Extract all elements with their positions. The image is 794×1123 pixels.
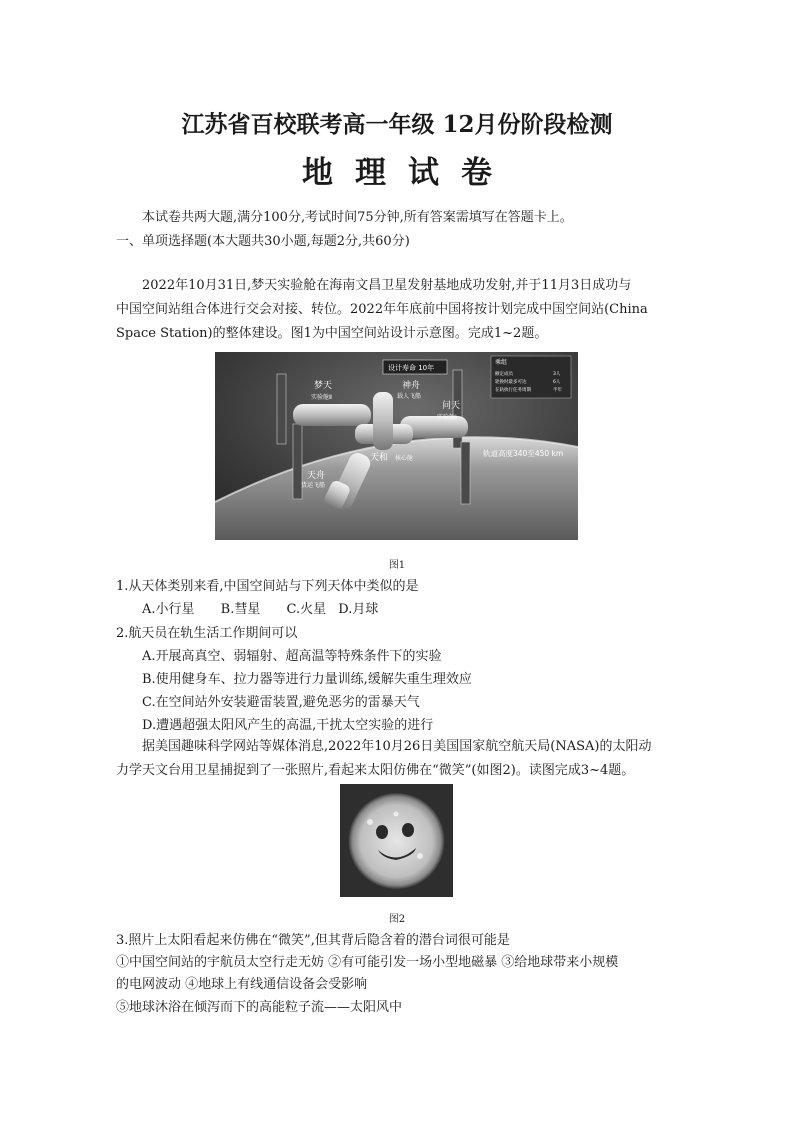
shenzhou-ship bbox=[373, 392, 393, 450]
label-mengtian-sub: 实验舱Ⅱ bbox=[311, 394, 332, 401]
smiling-sun-figure bbox=[340, 784, 453, 897]
q1-option-b: B.彗星 bbox=[220, 602, 261, 617]
label-tianhe: 天和 bbox=[370, 453, 389, 463]
passage2-line1: 据美国趣味科学网站等媒体消息,2022年10月26日美国国家航空航天局(NASA)的太阳动 bbox=[142, 739, 652, 754]
passage1-line2: 中国空间站组合体进行交会对接、转位。2022年年底前中国将按计划完成中国空间站(China bbox=[116, 302, 648, 317]
q3-stem: 3.照片上太阳看起来仿佛在“微笑”,但其背后隐含着的潜台词很可能是 bbox=[116, 933, 510, 948]
sun-disk bbox=[349, 793, 445, 889]
crew-title: 乘组 bbox=[495, 359, 508, 366]
coronal-hole-right bbox=[402, 823, 414, 837]
crew-row3-label: 在轨执行任务周期 bbox=[495, 388, 531, 393]
q1-option-a: A.小行星 bbox=[142, 602, 195, 617]
q2-option-a: A.开展高真空、弱辐射、超高温等特殊条件下的实验 bbox=[142, 649, 442, 664]
q2-option-b: B.使用健身车、拉力器等进行力量训练,缓解失重生理效应 bbox=[142, 672, 472, 687]
q1-options bbox=[142, 598, 400, 617]
coronal-hole-left bbox=[376, 825, 388, 839]
crew-row1-label: 额定成员 bbox=[495, 372, 513, 377]
label-mengtian: 梦天 bbox=[314, 381, 333, 391]
crew-row2-value: 6人 bbox=[553, 380, 561, 385]
label-shenzhou: 神舟 bbox=[402, 381, 421, 391]
label-wentian-sub: 实验舱Ⅰ bbox=[437, 414, 457, 421]
figure1-caption: 图1 bbox=[388, 560, 406, 571]
crew-row3-value: 半年 bbox=[553, 388, 562, 393]
intro-line: 本试卷共两大题,满分100分,考试时间75分钟,所有答案需填写在答题卡上。 bbox=[142, 210, 573, 225]
crew-row1-value: 3人 bbox=[553, 372, 561, 377]
q3-line2: 的电网波动 ④地球上有线通信设备会受影响 bbox=[116, 977, 368, 992]
subject-title: 地理试卷 bbox=[302, 155, 514, 191]
figure2-caption: 图2 bbox=[388, 914, 406, 925]
label-wentian: 问天 bbox=[442, 401, 461, 411]
label-tianhe-sub: 核心舱 bbox=[395, 455, 414, 462]
mengtian-module bbox=[293, 404, 371, 426]
label-tianzhou-sub: 货运飞船 bbox=[301, 482, 326, 489]
crew-row2-label: 轮换时最多可达 bbox=[495, 380, 527, 385]
label-shenzhou-sub: 载人飞船 bbox=[397, 393, 422, 400]
passage2-line2: 力学天文台用卫星捕捉到了一张照片,看起来太阳仿佛在“微笑”(如图2)。读图完成3~4题。 bbox=[116, 763, 635, 778]
crew-box bbox=[491, 356, 571, 398]
q3-line3: ⑤地球沐浴在倾泻而下的高能粒子流——太阳风中 bbox=[116, 1000, 403, 1015]
passage1-line1: 2022年10月31日,梦天实验舱在海南文昌卫星发射基地成功发射,并于11月3日成功与 bbox=[142, 278, 632, 293]
passage1-line3: Space Station)的整体建设。图1为中国空间站设计示意图。完成1~2题。 bbox=[116, 326, 548, 341]
q2-option-c: C.在空间站外安装避雷装置,避免恶劣的雷暴天气 bbox=[142, 695, 420, 710]
exam-title: 江苏省百校联考高一年级 12月份阶段检测 bbox=[181, 111, 613, 138]
design-life-box bbox=[383, 360, 447, 374]
q3-line1: ①中国空间站的宇航员太空行走无妨 ②有可能引发一场小型地磁暴 ③给地球带来小规模 bbox=[116, 955, 619, 970]
q2-option-d: D.遭遇超强太阳风产生的高温,干扰太空实验的进行 bbox=[142, 718, 434, 733]
q1-stem: 1.从天体类别来看,中国空间站与下列天体中类似的是 bbox=[116, 579, 419, 594]
q1-option-c: C.火星 bbox=[286, 602, 327, 617]
q1-option-d: D.月球 bbox=[338, 602, 379, 617]
label-orbit: 轨道高度340至450 km bbox=[483, 449, 564, 458]
label-design-life: 设计寿命 10年 bbox=[388, 364, 435, 372]
q2-stem: 2.航天员在轨生活工作期间可以 bbox=[116, 626, 298, 641]
label-tianzhou: 天舟 bbox=[307, 471, 326, 481]
section-heading: 一、单项选择题(本大题共30小题,每题2分,共60分) bbox=[116, 234, 410, 249]
space-station-figure bbox=[215, 352, 578, 540]
